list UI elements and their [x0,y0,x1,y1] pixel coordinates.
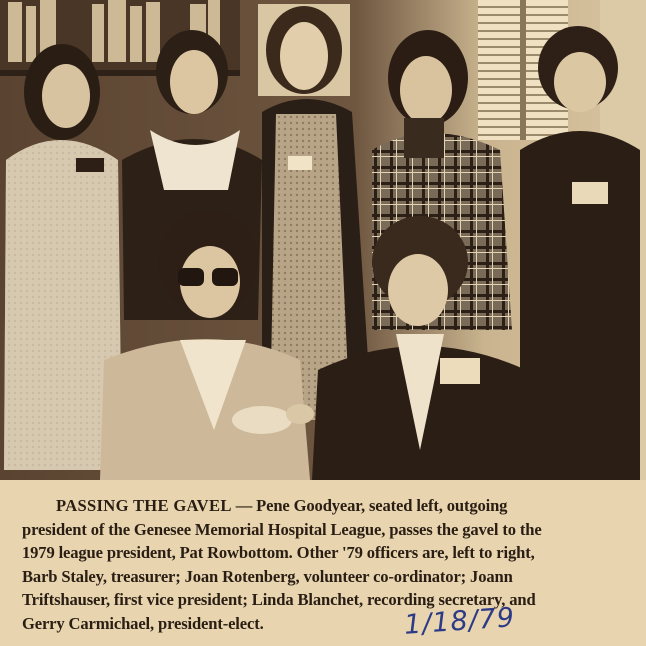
caption-line-5: Triftshauser, first vice president; Linda Blanchet, recording secretary, and [22,590,536,609]
handwritten-date: 1/18/79 [403,602,517,641]
caption-line-2: president of the Genesee Memorial Hospital League, passes the gavel to the [22,519,542,539]
caption-line-1 [22,494,634,518]
caption-line-3: 1979 league president, Pat Rowbottom. Other '79 officers are, left to right, [22,543,535,562]
caption-line-6: Gerry Carmichael, president-elect. [22,613,264,633]
photo-caption [22,494,634,635]
caption-line-4: Barb Staley, treasurer; Joan Rotenberg, volunteer co-ordinator; Joann [22,566,513,586]
caption-headline: PASSING THE GAVEL [56,496,232,515]
caption-text-1: Pene Goodyear, seated left, outgoing [256,496,508,515]
caption-dash: — [235,496,253,515]
